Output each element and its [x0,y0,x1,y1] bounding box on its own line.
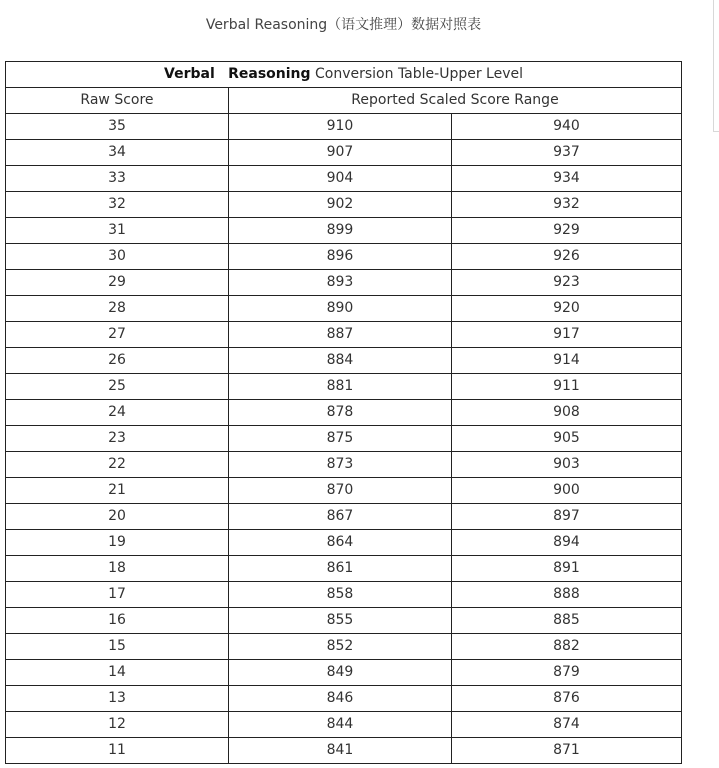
scaled-low-cell: 841 [228,738,451,764]
table-row [6,556,682,582]
raw-score-cell: 14 [6,660,229,686]
scaled-high-cell: 908 [451,400,681,426]
page-title: Verbal Reasoning（语文推理）数据对照表 [205,17,482,33]
table-row [6,634,682,660]
scaled-low-cell: 899 [228,218,451,244]
table-heading-row [6,62,682,88]
scaled-high-cell: 940 [451,114,681,140]
scaled-high-cell: 923 [451,270,681,296]
table-row [6,140,682,166]
raw-score-cell: 19 [6,530,229,556]
table-row [6,530,682,556]
scaled-low-cell: 852 [228,634,451,660]
scaled-low-cell: 907 [228,140,451,166]
table-row [6,244,682,270]
raw-score-cell: 30 [6,244,229,270]
table-row [6,192,682,218]
scaled-high-cell: 888 [451,582,681,608]
scaled-high-cell: 882 [451,634,681,660]
scaled-high-cell: 929 [451,218,681,244]
raw-score-cell: 33 [6,166,229,192]
table-row [6,322,682,348]
conversion-table [5,61,682,764]
scrollbar[interactable] [713,0,719,132]
raw-score-cell: 11 [6,738,229,764]
scaled-low-cell: 881 [228,374,451,400]
scaled-low-cell: 870 [228,478,451,504]
raw-score-cell: 12 [6,712,229,738]
scaled-low-cell: 855 [228,608,451,634]
scaled-low-cell: 864 [228,530,451,556]
table-row [6,608,682,634]
raw-score-cell: 29 [6,270,229,296]
scaled-low-cell: 904 [228,166,451,192]
raw-score-cell: 13 [6,686,229,712]
conversion-table-body [6,62,682,764]
table-row [6,374,682,400]
scaled-low-cell: 887 [228,322,451,348]
table-row [6,270,682,296]
scaled-high-cell: 876 [451,686,681,712]
raw-score-cell: 16 [6,608,229,634]
scaled-high-cell: 934 [451,166,681,192]
scaled-low-cell: 867 [228,504,451,530]
table-heading-rest: Conversion Table-Upper Level [315,66,523,82]
raw-score-cell: 23 [6,426,229,452]
table-row [6,660,682,686]
table-row [6,478,682,504]
table-header-row [6,88,682,114]
scaled-high-cell: 920 [451,296,681,322]
scaled-low-cell: 910 [228,114,451,140]
scaled-high-cell: 911 [451,374,681,400]
raw-score-cell: 32 [6,192,229,218]
raw-score-cell: 25 [6,374,229,400]
raw-score-cell: 21 [6,478,229,504]
raw-score-cell: 18 [6,556,229,582]
table-row [6,738,682,764]
raw-score-cell: 24 [6,400,229,426]
raw-score-cell: 31 [6,218,229,244]
raw-score-cell: 22 [6,452,229,478]
table-row [6,400,682,426]
scaled-low-cell: 902 [228,192,451,218]
table-row [6,166,682,192]
scaled-high-cell: 926 [451,244,681,270]
raw-score-header: Raw Score [6,88,229,114]
table-row [6,218,682,244]
scaled-low-cell: 844 [228,712,451,738]
scaled-low-cell: 896 [228,244,451,270]
table-row [6,348,682,374]
scaled-high-cell: 903 [451,452,681,478]
raw-score-cell: 34 [6,140,229,166]
scaled-high-cell: 871 [451,738,681,764]
table-heading-bold-verbal: Verbal [164,66,215,82]
table-row [6,296,682,322]
scaled-high-cell: 937 [451,140,681,166]
scaled-high-cell: 891 [451,556,681,582]
table-heading-bold-reasoning: Reasoning [228,66,311,82]
table-row [6,426,682,452]
table-row [6,504,682,530]
table-row [6,712,682,738]
scaled-low-cell: 873 [228,452,451,478]
scaled-high-cell: 897 [451,504,681,530]
raw-score-cell: 17 [6,582,229,608]
scaled-low-cell: 878 [228,400,451,426]
scaled-low-cell: 858 [228,582,451,608]
scaled-high-cell: 932 [451,192,681,218]
table-row [6,582,682,608]
scaled-low-cell: 849 [228,660,451,686]
scaled-high-cell: 905 [451,426,681,452]
scaled-low-cell: 893 [228,270,451,296]
scaled-high-cell: 917 [451,322,681,348]
raw-score-cell: 28 [6,296,229,322]
scaled-low-cell: 890 [228,296,451,322]
table-row [6,114,682,140]
scaled-high-cell: 885 [451,608,681,634]
raw-score-cell: 26 [6,348,229,374]
scaled-low-cell: 846 [228,686,451,712]
scaled-high-cell: 914 [451,348,681,374]
raw-score-cell: 27 [6,322,229,348]
scaled-high-cell: 874 [451,712,681,738]
scaled-low-cell: 884 [228,348,451,374]
scaled-low-cell: 875 [228,426,451,452]
raw-score-cell: 20 [6,504,229,530]
raw-score-cell: 35 [6,114,229,140]
scaled-high-cell: 894 [451,530,681,556]
raw-score-cell: 15 [6,634,229,660]
scaled-range-header: Reported Scaled Score Range [228,88,681,114]
scaled-high-cell: 879 [451,660,681,686]
scaled-low-cell: 861 [228,556,451,582]
scaled-high-cell: 900 [451,478,681,504]
table-row [6,452,682,478]
table-heading [6,62,682,88]
table-row [6,686,682,712]
